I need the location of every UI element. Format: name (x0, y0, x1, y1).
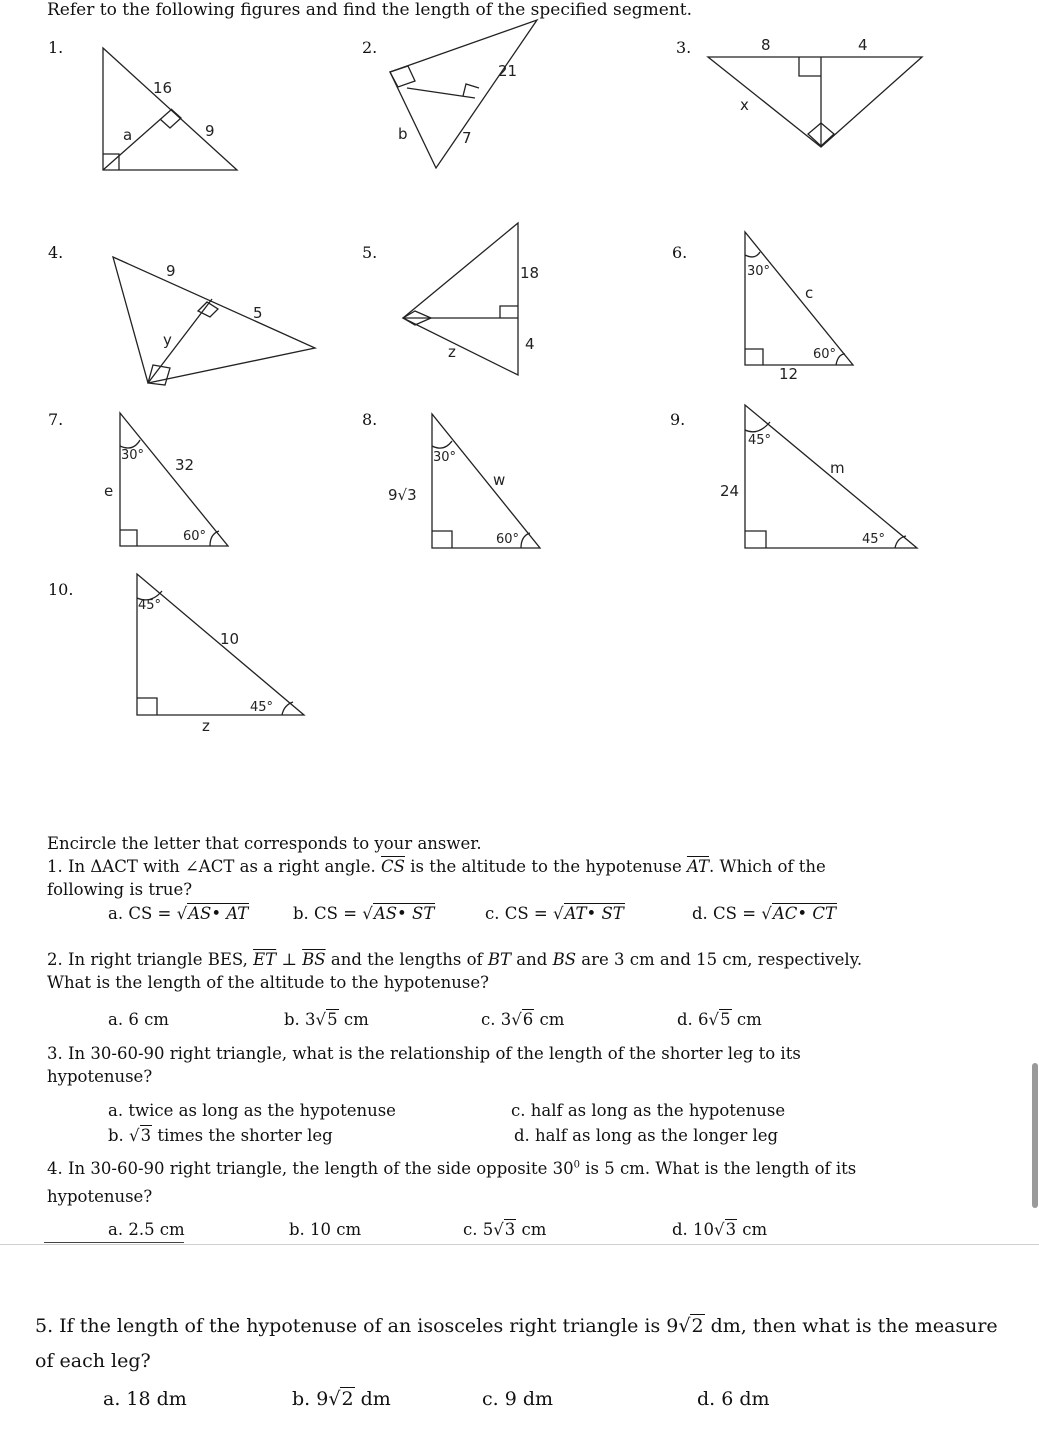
figure-7-triangle (120, 413, 228, 546)
fig1-label-hyp-segment: 16 (153, 79, 173, 97)
q4-option-c[interactable]: c. 5√3 cm (463, 1220, 547, 1239)
fig6-label-base: 12 (779, 365, 799, 383)
q4-stem-line2: hypotenuse? (47, 1187, 153, 1206)
q5-option-a[interactable]: a. 18 dm (103, 1388, 187, 1410)
q1-option-b[interactable]: b. CS = √AS• ST (293, 904, 435, 923)
scrollbar-thumb[interactable] (1032, 1063, 1038, 1208)
fig10-label-angle-bottom: 45° (250, 700, 274, 715)
q1-option-a[interactable]: a. CS = √AS• AT (108, 904, 249, 923)
fig7-label-angle-bottom: 60° (183, 529, 207, 544)
answer-line (44, 1242, 184, 1243)
q2-option-a[interactable]: a. 6 cm (108, 1010, 169, 1029)
figure-number-10: 10. (48, 580, 74, 599)
mc-instruction: Encircle the letter that corresponds to your answer. (47, 834, 482, 853)
q5-stem-line2: of each leg? (35, 1350, 151, 1372)
q1-stem-line2: following is true? (47, 880, 193, 899)
fig4-label-right: 5 (253, 304, 263, 322)
figure-number-2: 2. (362, 38, 378, 57)
figure-number-1: 1. (48, 38, 64, 57)
q3-option-a[interactable]: a. twice as long as the hypotenuse (108, 1101, 396, 1120)
fig9-label-leg: 24 (720, 482, 740, 500)
fig5-label-top: 18 (520, 264, 540, 282)
worksheet-instruction: Refer to the following figures and find the length of the specified segment. (47, 0, 693, 20)
figure-5-triangle (403, 223, 518, 375)
q2-option-d[interactable]: d. 6√5 cm (677, 1010, 762, 1029)
fig6-label-angle-bottom: 60° (813, 347, 837, 362)
fig4-label-top: 9 (166, 262, 176, 280)
fig7-label-unknown: e (104, 482, 114, 500)
fig7-label-angle-top: 30° (121, 448, 145, 463)
figure-number-3: 3. (676, 38, 692, 57)
fig10-label-angle-top: 45° (138, 598, 162, 613)
fig8-label-unknown: w (493, 471, 506, 489)
q2-stem-line1: 2. In right triangle BES, $\overline{ET}$ ⊥ $\overline{BS}$ and the lengths of BT and BS are 3 cm and 15 cm, respectively. (47, 950, 863, 969)
fig2-label-segment: 7 (462, 129, 472, 147)
fig9-label-angle-bottom: 45° (862, 532, 886, 547)
fig5-label-bottom: 4 (525, 335, 535, 353)
fig3-label-right: 4 (858, 36, 868, 54)
figure-number-4: 4. (48, 243, 64, 262)
figure-4-triangle (113, 257, 315, 385)
fig2-label-unknown: b (398, 125, 408, 143)
q1-option-d[interactable]: d. CS = √AC• CT (692, 904, 836, 923)
fig7-label-hyp: 32 (175, 456, 195, 474)
fig10-label-hyp: 10 (220, 630, 240, 648)
figure-1-triangle (103, 48, 237, 170)
q2-option-b[interactable]: b. 3√5 cm (284, 1010, 369, 1029)
figure-number-6: 6. (672, 243, 688, 262)
q2-stem-line2: What is the length of the altitude to the hypotenuse? (47, 973, 489, 992)
fig2-label-side: 21 (498, 62, 518, 80)
q4-stem-line1: 4. In 30-60-90 right triangle, the length of the side opposite $30^0$ is 5 cm. What is the length of its (47, 1159, 857, 1178)
figure-number-9: 9. (670, 410, 686, 429)
q3-option-b[interactable]: b. √3 times the shorter leg (108, 1126, 333, 1145)
figure-6-triangle (745, 232, 853, 365)
fig9-label-unknown: m (830, 459, 845, 477)
q2-option-c[interactable]: c. 3√6 cm (481, 1010, 565, 1029)
q1-option-c[interactable]: c. CS = √AT• ST (485, 904, 624, 923)
figure-number-5: 5. (362, 243, 378, 262)
fig6-label-angle-top: 30° (747, 264, 771, 279)
fig3-label-left: 8 (761, 36, 771, 54)
fig9-label-angle-top: 45° (748, 433, 772, 448)
fig3-label-unknown: x (740, 96, 749, 114)
fig4-label-unknown: y (163, 331, 172, 349)
q3-option-d[interactable]: d. half as long as the longer leg (514, 1126, 779, 1145)
q4-option-a[interactable]: a. 2.5 cm (108, 1220, 185, 1239)
fig1-label-unknown: a (123, 126, 133, 144)
figure-number-7: 7. (48, 410, 64, 429)
q5-option-c[interactable]: c. 9 dm (482, 1388, 554, 1410)
fig8-label-angle-top: 30° (433, 450, 457, 465)
q3-stem-line2: hypotenuse? (47, 1067, 153, 1086)
figure-number-8: 8. (362, 410, 378, 429)
q4-option-b[interactable]: b. 10 cm (289, 1220, 362, 1239)
fig8-label-leg: 9√3 (388, 486, 417, 504)
q5-option-b[interactable]: b. 9√2 dm (292, 1388, 391, 1410)
q5-stem-line1: 5. If the length of the hypotenuse of an isosceles right triangle is 9√2 dm, then what is the measure (35, 1315, 998, 1337)
figure-8-triangle (432, 414, 540, 548)
q3-option-c[interactable]: c. half as long as the hypotenuse (511, 1101, 786, 1120)
q3-stem-line1: 3. In 30-60-90 right triangle, what is the relationship of the length of the shorter leg to its (47, 1044, 801, 1063)
fig8-label-angle-bottom: 60° (496, 532, 520, 547)
page-divider (0, 1244, 1039, 1245)
q5-option-d[interactable]: d. 6 dm (697, 1388, 770, 1410)
q1-stem-line1: 1. In ΔACT with ∠ACT as a right angle. $\overline{CS}$ is the altitude to the hypotenuse $\overline{AT}$. Which of the (47, 857, 826, 876)
fig5-label-unknown: z (448, 343, 456, 361)
q4-option-d[interactable]: d. 10√3 cm (672, 1220, 768, 1239)
fig1-label-segment: 9 (205, 122, 215, 140)
fig6-label-unknown: c (805, 284, 814, 302)
fig10-label-unknown: z (202, 717, 210, 735)
